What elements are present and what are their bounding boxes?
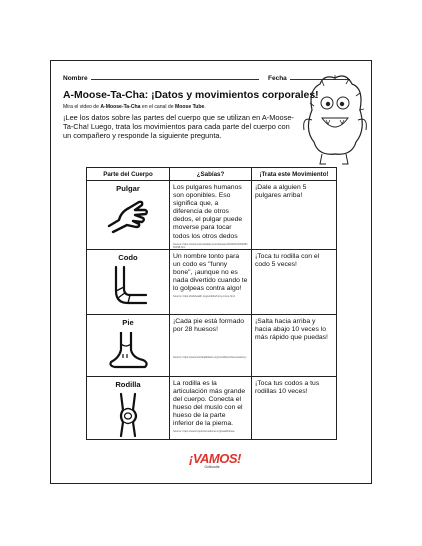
elbow-icon [108,265,148,309]
fact-text: Un nombre tonto para un codo es "funny bone", ¡aunque no es nada divertido cuando te lo golpeas contra algo! [173,252,248,293]
logo-main-text: ¡VAMOS! [189,451,241,466]
move-cell [252,314,337,376]
page-title: A-Moose-Ta-Cha: ¡Datos y movimientos corporales! [63,90,319,101]
header-fact: ¿Sabías? [170,168,252,181]
name-line[interactable] [91,73,259,80]
fact-text: Los pulgares humanos son oponibles. Eso significa que, a diferencia de otros dedos, el pulgar puede moverse para tocar todos los otros dedos [173,184,243,240]
logo-sub-text: GoNoodle [204,465,220,469]
header-part: Parte del Cuerpo [87,168,170,181]
vamos-logo [189,451,241,469]
part-cell [87,181,170,250]
fact-source: Source: https://kidshealth.org/en/kids/funny-bone.html [173,295,235,299]
page-subtitle [63,104,206,110]
channel-name: Moose Tube [175,104,205,110]
intro-paragraph: ¡Lee los datos sobre las partes del cuerpo que se utilizan en A-Moose-Ta-Cha! Luego, trata los movimientos para cada parte del cuerpo con un compañero y responde la siguiente pregunta. [63,113,294,141]
move-cell [252,181,337,250]
table-row [87,314,337,376]
fact-cell [170,181,252,250]
foot-icon [107,330,149,370]
table-header-row [87,168,337,181]
knee-icon [113,392,143,438]
video-name: A-Moose-Ta-Cha [100,104,141,110]
fact-source: Source: https://www.foothealthfacts.org/conditions/foot-anatomy [173,355,247,359]
part-cell [87,249,170,314]
part-name: Rodilla [115,379,141,389]
body-parts-table [86,167,337,440]
header-move: ¡Trata este Movimiento! [252,168,337,181]
fact-cell [170,376,252,439]
table-row [87,249,337,314]
subtitle-text-mid: en el canal de [140,104,176,110]
move-text: ¡Toca tu rodilla con el codo 5 veces! [255,252,320,268]
subtitle-text: Mira el video de [63,104,101,110]
part-cell [87,376,170,439]
fact-text: La rodilla es la articulación más grande del cuerpo. Conecta el hueso del muslo con el hueso de la parte inferior de la pierna. [173,379,246,428]
fact-source: Source: https://www.hopkinsmedicine.org/health/knee [173,430,235,434]
name-label: Nombre [63,75,88,82]
name-field[interactable] [63,73,259,82]
date-label: Fecha [268,75,287,82]
thumb-hand-icon [105,196,151,234]
fact-source: Source: https://www.sciencedaily.com/releases/2010/02/100208162048.htm [173,242,248,249]
fact-cell [170,314,252,376]
part-cell [87,314,170,376]
move-cell [252,249,337,314]
part-name: Pulgar [116,184,140,193]
fact-text: ¡Cada pie está formado por 28 huesos! [173,317,245,333]
furry-monster-icon [302,70,368,170]
table-row [87,376,337,439]
move-cell [252,376,337,439]
fact-cell [170,249,252,314]
part-name: Pie [122,317,134,327]
part-name: Codo [118,252,138,262]
table-row [87,181,337,250]
move-text: ¡Salta hacia arriba y hacia abajo 10 veces lo más rápido que puedas! [255,317,328,341]
move-text: ¡Toca tus codos a tus rodillas 10 veces! [255,379,320,395]
move-text: ¡Dale a alguien 5 pulgares arriba! [255,184,307,200]
subtitle-text-end: . [204,104,206,110]
